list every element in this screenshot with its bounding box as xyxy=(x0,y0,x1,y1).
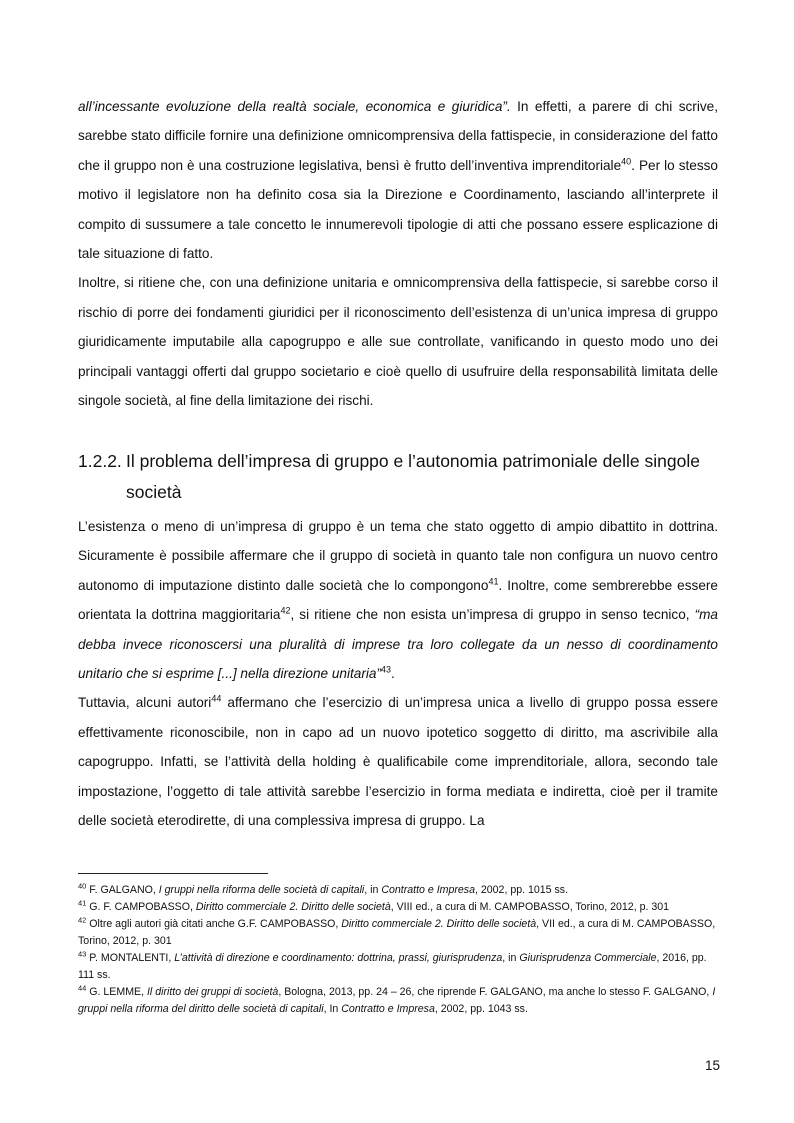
footnote-number: 42 xyxy=(78,915,87,925)
footnote-text: , VII ed., a cura di M. CAMPOBASSO, Torino, 2012, p. 301 xyxy=(78,918,716,947)
paragraph-text: In effetti, a parere di chi scrive, sarebbe stato difficile fornire una definizione omnicomprensiva della fattispecie, in considerazione del fatto che il gruppo non è una costruzione legislativa, bensì è frutto dell’inventiva imprenditoriale xyxy=(78,99,718,173)
footnote-number: 44 xyxy=(78,983,87,993)
footnote-title: I gruppi nella riforma del diritto delle società di capitali xyxy=(78,986,716,1015)
quotation: “ma debba invece riconoscersi una pluralità di imprese tra loro collegate da un nesso di coordinamento unitario che si esprime [...] nella direzione unitaria” xyxy=(78,607,718,682)
footnote-text: , 2002, pp. 1043 ss. xyxy=(434,1003,528,1015)
footnote-text: , in xyxy=(364,884,382,896)
section-title-line1: Il problema dell’impresa di gruppo e l’autonomia patrimoniale delle singole xyxy=(126,451,700,471)
footnotes xyxy=(78,882,718,1018)
footnote-ref-44[interactable]: 44 xyxy=(211,693,222,704)
footnote-40 xyxy=(78,882,718,899)
footnote-number: 40 xyxy=(78,881,87,891)
paragraph-text: L’esistenza o meno di un’impresa di gruppo è un tema che stato oggetto di ampio dibattito in dottrina. Sicuramente è possibile affermare che il gruppo di società in quanto tale non configura un nuovo centro autonomo di imputazione distinto dalle società che lo compongono xyxy=(78,519,718,593)
paragraph-4 xyxy=(78,688,718,835)
text-block-bottom xyxy=(78,512,718,835)
paragraph-text: Tuttavia, alcuni autori xyxy=(78,695,212,711)
footnote-separator xyxy=(78,873,268,874)
footnote-42 xyxy=(78,916,718,950)
paragraph-2: Inoltre, si ritiene che, con una definizione unitaria e omnicomprensiva della fattispecie, si sarebbe corso il rischio di porre dei fondamenti giuridici per il riconoscimento dell’esistenza di un’unica impresa di gruppo giuridicamente imputabile alla capogruppo e alle sue controllate, vanificando in questo modo uno dei principali vantaggi offerti dal gruppo societario e cioè quello di usufruire della responsabilità limitata delle singole società, al fine della limitazione dei rischi. xyxy=(78,275,718,409)
section-heading xyxy=(78,446,718,508)
footnote-journal: Contratto e Impresa xyxy=(341,1003,435,1015)
paragraph-text: . Per lo stesso motivo il legislatore non ha definito cosa sia la Direzione e Coordinamento, lasciando all’interprete il compito di sussumere a tale concetto le innumerevoli tipologie di atti che possano essere esplicazione di tale situazione di fatto. xyxy=(78,157,718,262)
paragraph-text: . xyxy=(391,666,395,682)
footnote-ref-41[interactable]: 41 xyxy=(488,576,499,587)
footnote-text: F. GALGANO, xyxy=(86,884,159,896)
paragraph-3 xyxy=(78,512,718,688)
text-block-top xyxy=(78,92,718,415)
footnote-ref-40[interactable]: 40 xyxy=(621,156,632,167)
section-title-line2: società xyxy=(126,482,182,502)
footnote-text: P. MONTALENTI, xyxy=(86,952,175,964)
footnote-text: G. F. CAMPOBASSO, xyxy=(86,901,196,913)
footnote-ref-42[interactable]: 42 xyxy=(280,605,291,616)
footnote-text: G. LEMME, xyxy=(86,986,147,998)
footnote-title: Diritto commerciale 2. Diritto delle società xyxy=(195,901,391,913)
page-number: 15 xyxy=(704,1058,720,1073)
footnote-ref-43[interactable]: 43 xyxy=(381,664,392,675)
paragraph-text: . Inoltre, come sembrerebbe essere orientata la dottrina maggioritaria xyxy=(78,577,718,623)
footnote-text: , VIII ed., a cura di M. CAMPOBASSO, Torino, 2012, p. 301 xyxy=(390,901,670,913)
footnote-text: Oltre agli autori già citati anche G.F. CAMPOBASSO, xyxy=(86,918,342,930)
footnote-text: , 2016, pp. 111 ss. xyxy=(78,952,707,981)
footnote-title: Diritto commerciale 2. Diritto delle società xyxy=(341,918,537,930)
section-number: 1.2.2. xyxy=(78,451,122,471)
paragraph-text: , si ritiene che non esista un’impresa di gruppo in senso tecnico, xyxy=(290,607,695,623)
footnote-text: , 2002, pp. 1015 ss. xyxy=(474,884,569,896)
footnote-title: I gruppi nella riforma delle società di capitali xyxy=(158,884,365,896)
footnote-text: , In xyxy=(323,1003,342,1015)
quote-tail: all’incessante evoluzione della realtà sociale, economica e giuridica”. xyxy=(78,99,511,114)
footnote-number: 41 xyxy=(78,898,87,908)
footnote-43 xyxy=(78,950,718,984)
footnote-number: 43 xyxy=(78,949,87,959)
paragraph-text: affermano che l’esercizio di un’impresa unica a livello di gruppo possa essere effettivamente riconoscibile, non in capo ad un nuovo ipotetico soggetto di diritto, ma ascrivibile alla capogruppo. Infatti, se l’attività della holding è qualificabile come imprenditoriale, allora, secondo tale impostazione, l’oggetto di tale attività sarebbe l’esercizio in forma mediata e indiretta, cioè per il tramite delle società eterodirette, di una complessiva impresa di gruppo. La xyxy=(78,695,719,829)
footnote-journal: Contratto e Impresa xyxy=(381,884,475,896)
footnote-title: L’attività di direzione e coordinamento: dottrina, prassi, giurisprudenza xyxy=(174,952,503,964)
footnote-journal: Giurisprudenza Commerciale xyxy=(519,952,657,964)
footnote-text: , Bologna, 2013, pp. 24 – 26, che riprende F. GALGANO, ma anche lo stesso F. GALGANO, xyxy=(278,986,713,998)
footnote-44 xyxy=(78,984,718,1018)
footnote-41 xyxy=(78,899,718,916)
paragraph-1 xyxy=(78,92,718,268)
footnote-text: , in xyxy=(502,952,520,964)
footnote-title: Il diritto dei gruppi di società xyxy=(146,986,279,998)
